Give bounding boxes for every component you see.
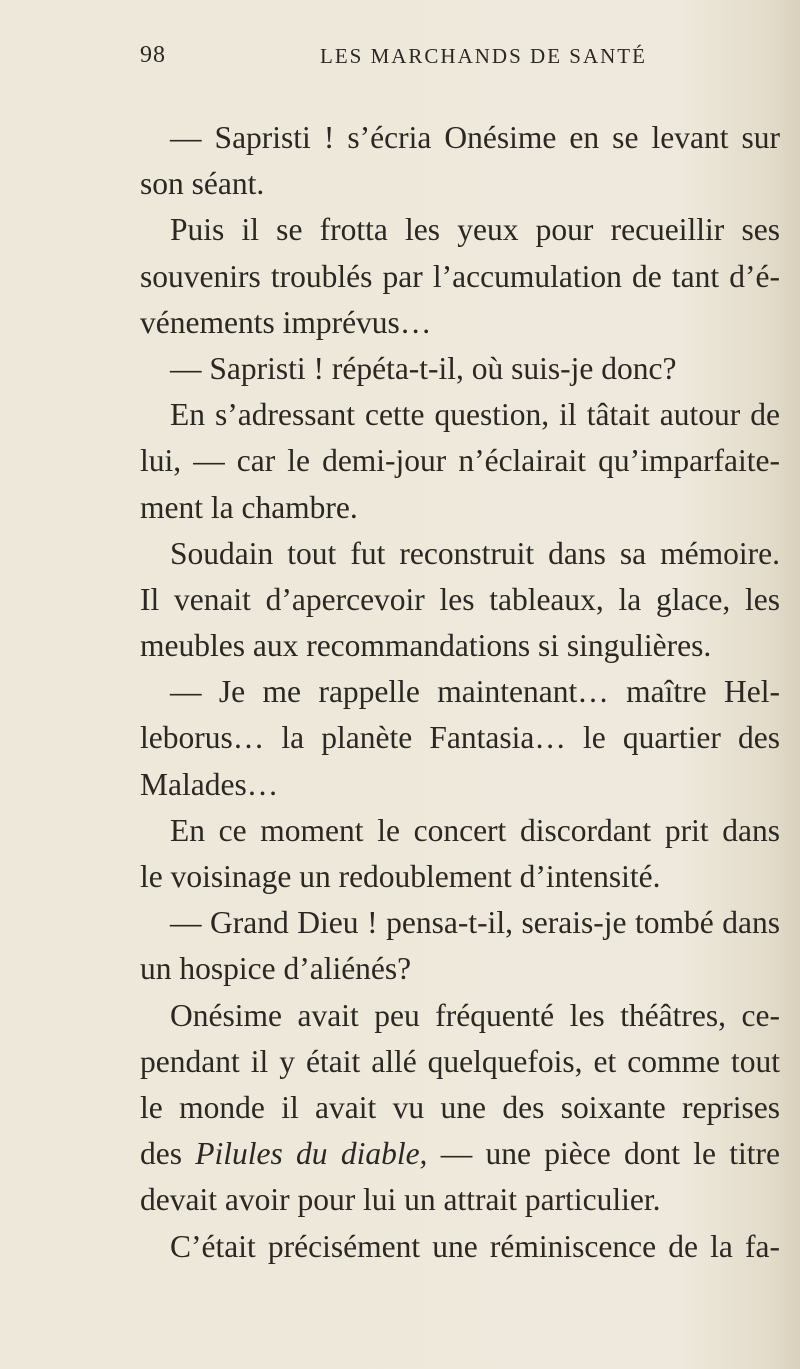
text-line: Onésime avait peu fréquenté les théâtres, ce-: [170, 997, 780, 1033]
text-line: En s’adressant cette question, il tâtait autour de: [170, 397, 780, 433]
text-line: lui, — car le demi-jour n’éclairait qu’imparfaite-: [140, 443, 780, 479]
running-title: LES MARCHANDS DE SANTÉ: [320, 44, 647, 68]
text-line: Il venait d’apercevoir les tableaux, la glace, les: [140, 581, 780, 617]
text-line: ment la chambre.: [140, 489, 358, 525]
text-line: — Sapristi ! répéta-t-il, où suis-je donc?: [170, 350, 677, 386]
text-line: pendant il y était allé quelquefois, et comme tout: [140, 1043, 780, 1079]
text-line: — Je me rappelle maintenant… maître Hel-: [170, 674, 780, 710]
text-line: En ce moment le concert discordant prit dans: [170, 812, 780, 848]
play-title: Pilules du diable,: [195, 1136, 428, 1172]
text-line: Malades…: [140, 766, 279, 802]
text-line: — Grand Dieu ! pensa-t-il, serais-je tombé dans: [170, 905, 780, 941]
body-text: [140, 115, 780, 1270]
text-line: le voisinage un redoublement d’intensité.: [140, 859, 661, 894]
text-line-with-title: [140, 1131, 780, 1177]
text-fragment: des: [140, 1136, 196, 1172]
text-line: devait avoir pour lui un attrait particulier.: [140, 1182, 661, 1218]
text-line: — Sapristi ! s’écria Onésime en se levant sur: [170, 120, 780, 155]
text-line: Puis il se frotta les yeux pour recueillir ses: [170, 212, 780, 248]
text-line: vénements imprévus…: [140, 304, 432, 340]
text-line: souvenirs troublés par l’accumulation de tant d’é-: [140, 258, 780, 294]
text-line: le monde il avait vu une des soixante reprises: [140, 1089, 780, 1125]
page-header: [140, 42, 780, 82]
text-fragment: — une pièce dont le titre: [427, 1136, 780, 1172]
text-line: meubles aux recommandations si singulières.: [140, 628, 712, 664]
text-line: un hospice d’aliénés?: [140, 951, 412, 987]
text-line: son séant.: [140, 166, 265, 202]
page-number: 98: [140, 42, 166, 68]
text-line: C’était précisément une réminiscence de la fa-: [170, 1228, 780, 1264]
text-line: Soudain tout fut reconstruit dans sa mémoire.: [170, 535, 780, 571]
text-line: leborus… la planète Fantasia… le quartier des: [140, 720, 780, 756]
